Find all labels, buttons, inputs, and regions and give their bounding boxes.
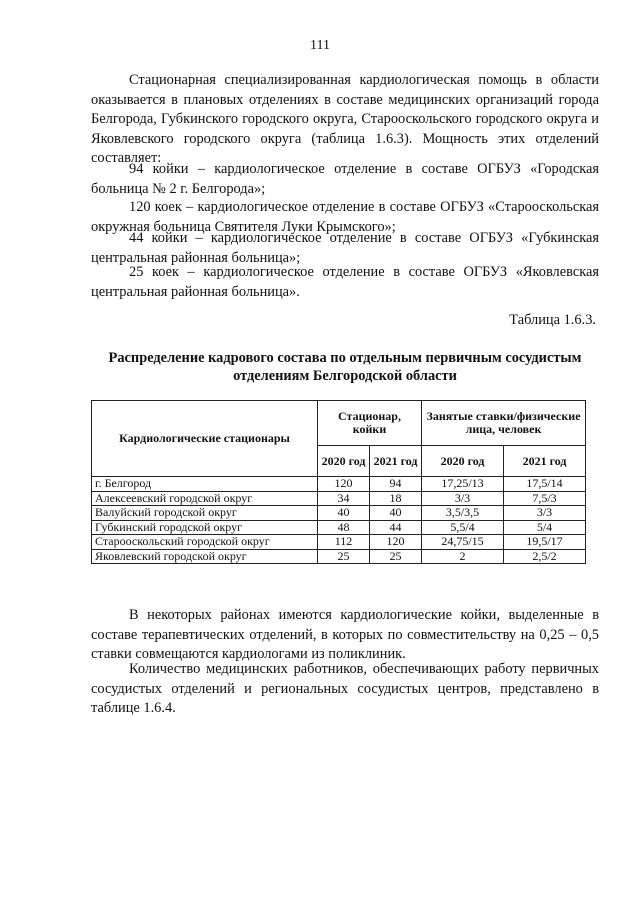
cell-staff-2020: 3,5/3,5 <box>422 506 504 521</box>
list-item-gb2: 94 койки – кардиологическое отделение в составе ОГБУЗ «Городская больница № 2 г. Белгорода»; <box>91 161 599 197</box>
header-hospitals: Кардиологические стационары <box>92 401 318 477</box>
table-row <box>92 506 586 521</box>
header-beds-2020: 2020 год <box>318 446 370 477</box>
table-row <box>92 491 586 506</box>
outro-paragraph-2: Количество медицинских работников, обеспечивающих работу первичных сосудистых отделений и региональных сосудистых центров, представлено в таблице 1.6.4. <box>91 661 599 716</box>
cell-beds-2021: 120 <box>370 535 422 550</box>
cell-beds-2020: 48 <box>318 520 370 535</box>
cell-beds-2021: 44 <box>370 520 422 535</box>
table-row <box>92 477 586 492</box>
header-beds-2021: 2021 год <box>370 446 422 477</box>
cell-beds-2020: 25 <box>318 549 370 564</box>
header-beds: Стационар, койки <box>318 401 422 446</box>
cell-beds-2021: 18 <box>370 491 422 506</box>
cell-name: Яковлевский городской округ <box>92 549 318 564</box>
cell-beds-2020: 120 <box>318 477 370 492</box>
cell-beds-2020: 40 <box>318 506 370 521</box>
outro-paragraph-1: В некоторых районах имеются кардиологические койки, выделенные в составе терапевтических отделений, в которых по совместительству на 0,25 – 0,5 ставки совмещаются кардиологами из поликлиник. <box>91 607 599 662</box>
cell-beds-2021: 94 <box>370 477 422 492</box>
intro-paragraph: Стационарная специализированная кардиологическая помощь в области оказывается в плановых отделениях в составе медицинских организаций города Белгорода, Губкинского городского округа, Старооскольского городского округа и Яковлевского городского округа (таблица 1.6.3). Мощность этих отделений составляет: <box>91 72 599 166</box>
cell-staff-2021: 5/4 <box>504 520 586 535</box>
list-item-staroskol: 120 коек – кардиологическое отделение в составе ОГБУЗ «Старооскольская окружная больница Святителя Луки Крымского»; <box>91 199 599 235</box>
cell-staff-2020: 5,5/4 <box>422 520 504 535</box>
cell-staff-2020: 24,75/15 <box>422 535 504 550</box>
cell-staff-2021: 17,5/14 <box>504 477 586 492</box>
cell-name: г. Белгород <box>92 477 318 492</box>
header-staff-2021: 2021 год <box>504 446 586 477</box>
cell-staff-2020: 3/3 <box>422 491 504 506</box>
cell-staff-2021: 7,5/3 <box>504 491 586 506</box>
cell-staff-2020: 2 <box>422 549 504 564</box>
cell-name: Валуйский городской округ <box>92 506 318 521</box>
table-title: Распределение кадрового состава по отдельным первичным сосудистым отделениям Белгородской области <box>108 350 582 384</box>
cell-beds-2020: 34 <box>318 491 370 506</box>
cell-name: Губкинский городской округ <box>92 520 318 535</box>
table-label: Таблица 1.6.3. <box>509 312 596 328</box>
table-row <box>92 549 586 564</box>
header-staff: Занятые ставки/физические лица, человек <box>422 401 586 446</box>
cell-beds-2020: 112 <box>318 535 370 550</box>
cell-staff-2021: 3/3 <box>504 506 586 521</box>
cell-name: Старооскольский городской округ <box>92 535 318 550</box>
cell-name: Алексеевский городской округ <box>92 491 318 506</box>
cell-beds-2021: 40 <box>370 506 422 521</box>
list-item-gubkin: 44 койки – кардиологическое отделение в составе ОГБУЗ «Губкинская центральная районная больница»; <box>91 230 599 266</box>
cell-staff-2020: 17,25/13 <box>422 477 504 492</box>
staff-table <box>91 400 586 564</box>
table-row <box>92 520 586 535</box>
list-item-yakovlev: 25 коек – кардиологическое отделение в составе ОГБУЗ «Яковлевская центральная районная больница». <box>91 264 599 300</box>
cell-staff-2021: 19,5/17 <box>504 535 586 550</box>
cell-staff-2021: 2,5/2 <box>504 549 586 564</box>
header-staff-2020: 2020 год <box>422 446 504 477</box>
cell-beds-2021: 25 <box>370 549 422 564</box>
table-row <box>92 535 586 550</box>
page-number: 111 <box>310 38 330 53</box>
